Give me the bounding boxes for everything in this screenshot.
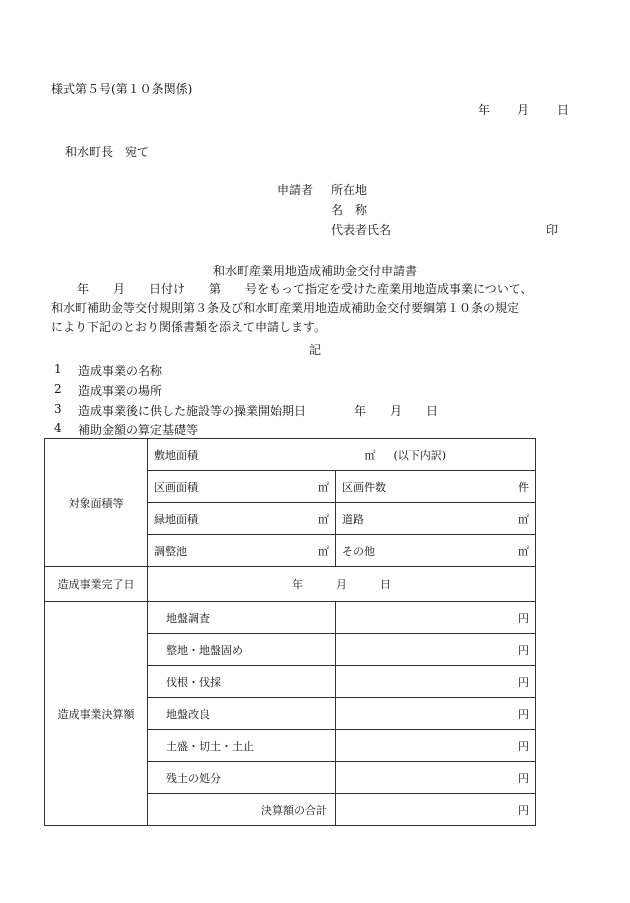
- cost-item-unit: 円: [336, 730, 536, 762]
- item-text-3: 造成事業後に供した施設等の操業開始期日 年 月 日: [78, 404, 439, 418]
- date-year: 年: [478, 103, 491, 117]
- seal-mark: 印: [546, 223, 559, 237]
- name-label: 名 称: [331, 203, 368, 217]
- green-area-unit: ㎡: [318, 512, 329, 526]
- body-line-3: により下記のとおり関係書類を添えて申請します。: [51, 320, 327, 334]
- applicant-role: 申請者: [277, 183, 314, 197]
- lot-area-cell: [148, 471, 336, 503]
- cost-header: 造成事業決算額: [45, 602, 148, 826]
- body-line-1: 年 月 日付け 第 号をもって指定を受けた産業用地造成事業について、: [77, 282, 533, 296]
- lot-count-cell: [336, 471, 536, 503]
- date-month: 月: [517, 103, 530, 117]
- cost-item-unit: 円: [336, 762, 536, 794]
- completion-label: 造成事業完了日: [45, 567, 148, 602]
- body-line-2: 和水町補助金等交付規則第３条及び和水町産業用地造成補助金交付要綱第１０条の規定: [51, 301, 520, 315]
- site-area-unit: ㎡: [364, 448, 376, 462]
- other-label: その他: [342, 544, 375, 558]
- form-label: 様式第５号(第１０条関係): [51, 82, 193, 96]
- document-title: 和水町産業用地造成補助金交付申請書: [212, 264, 417, 278]
- cost-item-unit: 円: [336, 666, 536, 698]
- item-num-4: 4: [54, 421, 62, 435]
- body-paragraph: [51, 280, 591, 337]
- representative-label: 代表者氏名: [331, 223, 392, 237]
- cost-item-unit: 円: [336, 602, 536, 634]
- ki-heading: 記: [308, 343, 321, 357]
- lot-area-unit: ㎡: [318, 480, 329, 494]
- completion-date: 年 月 日: [148, 567, 536, 602]
- cost-item-unit: 円: [336, 634, 536, 666]
- road-unit: ㎡: [518, 512, 529, 526]
- cost-item-unit: 円: [336, 698, 536, 730]
- other-cell: [336, 535, 536, 567]
- item-text-4: 補助金額の算定基礎等: [78, 423, 199, 437]
- cost-item-label: 伐根・伐採: [148, 666, 336, 698]
- item-num-2: 2: [54, 382, 62, 396]
- breakdown-label: (以下内訳): [393, 448, 447, 462]
- cost-item-label: 残土の処分: [148, 762, 336, 794]
- item-num-1: 1: [54, 362, 62, 376]
- item-text-1: 造成事業の名称: [78, 364, 163, 378]
- date-day: 日: [557, 103, 570, 117]
- site-area-cell: [148, 439, 536, 471]
- cost-item-label: 整地・地盤固め: [148, 634, 336, 666]
- pond-label: 調整池: [154, 544, 187, 558]
- lot-count-unit: 件: [518, 480, 529, 494]
- road-cell: [336, 503, 536, 535]
- area-header: 対象面積等: [45, 439, 148, 567]
- road-label: 道路: [342, 512, 364, 526]
- green-area-label: 緑地面積: [154, 512, 198, 526]
- addressee: 和水町長 宛て: [65, 145, 150, 159]
- lot-count-label: 区画件数: [342, 480, 386, 494]
- subsidy-basis-table: [44, 438, 536, 826]
- pond-unit: ㎡: [318, 544, 329, 558]
- green-area-cell: [148, 503, 336, 535]
- item-text-2: 造成事業の場所: [78, 384, 163, 398]
- cost-item-label: 地盤調査: [148, 602, 336, 634]
- item-num-3: 3: [54, 402, 62, 416]
- lot-area-label: 区画面積: [154, 480, 198, 494]
- pond-cell: [148, 535, 336, 567]
- total-unit: 円: [336, 794, 536, 826]
- cost-item-label: 地盤改良: [148, 698, 336, 730]
- cost-item-label: 土盛・切土・土止: [148, 730, 336, 762]
- address-label: 所在地: [331, 183, 368, 197]
- total-label: 決算額の合計: [148, 794, 336, 826]
- other-unit: ㎡: [518, 544, 529, 558]
- site-area-label: 敷地面積: [154, 448, 198, 462]
